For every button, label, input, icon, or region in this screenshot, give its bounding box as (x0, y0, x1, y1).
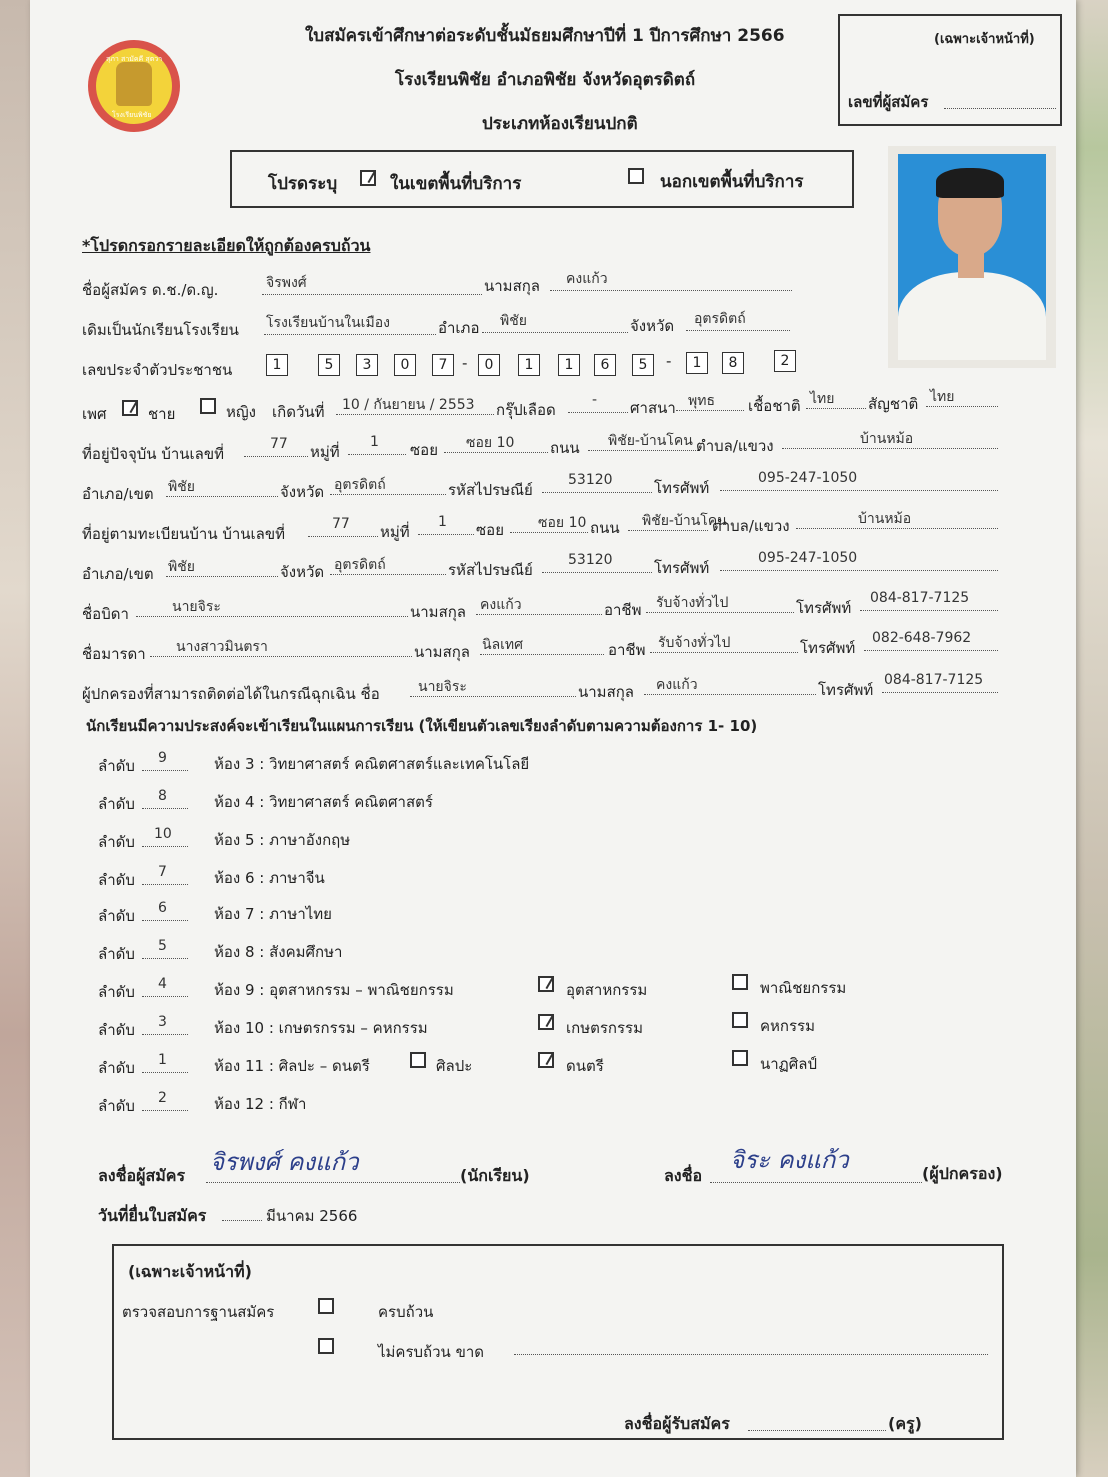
staff-use-box (112, 1244, 1004, 1440)
plan-room: ห้อง 4 : วิทยาศาสตร์ คณิตศาสตร์ (214, 793, 433, 811)
father-occupation-label: อาชีพ (604, 601, 642, 619)
religion-value: พุทธ (688, 393, 716, 409)
reg-house-value: 77 (332, 516, 350, 532)
district-value: พิชัย (500, 313, 527, 329)
reg-phone-line[interactable] (720, 570, 998, 571)
male-label: ชาย (148, 405, 176, 423)
reg-changwat-label: จังหวัด (280, 563, 325, 581)
province-value: อุตรดิตถ์ (694, 311, 746, 327)
cur-road-label: ถนน (550, 439, 580, 457)
mother-value: นางสาวมินตรา (176, 639, 268, 655)
plan-room: ห้อง 7 : ภาษาไทย (214, 905, 332, 923)
incomplete-reason-line[interactable] (514, 1354, 988, 1355)
school-logo (88, 40, 180, 132)
staff-check-label: ตรวจสอบการฐานสมัคร (122, 1303, 275, 1321)
nationality-label: สัญชาติ (868, 395, 919, 413)
guardian-sign-line[interactable] (710, 1182, 922, 1183)
home-economics-label: คหกรรม (760, 1017, 816, 1035)
province-label: จังหวัด (630, 317, 675, 335)
dob-label: เกิดวันที่ (272, 403, 325, 421)
office-box-title: (เฉพาะเจ้าหน้าที่) (934, 32, 1035, 47)
receiver-sign-line[interactable] (748, 1430, 886, 1431)
reg-postcode-line[interactable] (542, 572, 652, 573)
plan-rank-value: 9 (158, 750, 167, 766)
reg-phone-label: โทรศัพท์ (654, 559, 710, 577)
reg-moo-value: 1 (438, 514, 447, 530)
plan-rank-line[interactable] (142, 1110, 188, 1111)
reg-amphoe-value: พิชัย (168, 559, 195, 575)
prev-school-label: เดิมเป็นนักเรียนโรงเรียน (82, 321, 239, 339)
id-digit[interactable]: 1 (558, 354, 580, 376)
id-digit[interactable]: 1 (518, 354, 540, 376)
incomplete-checkbox[interactable] (318, 1338, 334, 1354)
applicant-sign-label: ลงชื่อผู้สมัคร (98, 1166, 186, 1185)
form-title: ใบสมัครเข้าศึกษาต่อระดับชั้นมัธยมศึกษาปีที่ 1 ปีการศึกษา 2566 (305, 26, 785, 46)
cur-addr-label: ที่อยู่ปัจจุบัน บ้านเลขที่ (82, 445, 224, 463)
plan-room: ห้อง 3 : วิทยาศาสตร์ คณิตศาสตร์และเทคโนโลยี (214, 755, 530, 773)
plan-rank-line[interactable] (142, 996, 188, 997)
mother-phone-label: โทรศัพท์ (800, 639, 856, 657)
cur-moo-value: 1 (370, 434, 379, 450)
id-digit[interactable]: 8 (722, 352, 744, 374)
staff-box-title: (เฉพาะเจ้าหน้าที่) (128, 1262, 252, 1281)
music-checkbox[interactable] (538, 1052, 554, 1068)
id-dash: - (666, 352, 672, 370)
area-prompt: โปรดระบุ (268, 174, 338, 194)
art-label: ศิลปะ (436, 1057, 473, 1075)
plan-rank-value: 6 (158, 900, 167, 916)
dance-checkbox[interactable] (732, 1050, 748, 1066)
father-phone-label: โทรศัพท์ (796, 599, 852, 617)
cur-soi-label: ซอย (410, 441, 438, 459)
art-checkbox[interactable] (410, 1052, 426, 1068)
reg-addr-label: ที่อยู่ตามทะเบียนบ้าน บ้านเลขที่ (82, 525, 285, 543)
plan-rank-label: ลำดับ (98, 1059, 135, 1077)
mother-occupation-label: อาชีพ (608, 641, 646, 659)
background-fabric (1076, 0, 1108, 1477)
reg-house-line[interactable] (308, 536, 378, 537)
mother-phone-line[interactable] (864, 650, 998, 651)
application-form-paper (30, 0, 1076, 1477)
mother-surname-value: นิลเทศ (482, 637, 524, 653)
mother-phone-value: 082-648-7962 (872, 630, 972, 646)
father-occupation-value: รับจ้างทั่วไป (656, 595, 729, 611)
service-area-box (230, 150, 854, 208)
reg-moo-label: หมู่ที่ (380, 523, 410, 541)
reg-postcode-value: 53120 (568, 552, 613, 568)
plan-rank-line[interactable] (142, 808, 188, 809)
blood-label: กรุ๊ปเลือด (496, 401, 556, 419)
id-digit[interactable]: 3 (356, 354, 378, 376)
plan-rank-label: ลำดับ (98, 983, 135, 1001)
applicant-role: (นักเรียน) (460, 1166, 530, 1185)
plan-rank-line[interactable] (142, 1034, 188, 1035)
cur-changwat-value: อุตรดิตถ์ (334, 477, 386, 493)
industry-label: อุตสาหกรรม (566, 981, 648, 999)
logo-text-bottom: โรงเรียนพิชัย (112, 111, 152, 119)
reg-soi-value: ซอย 10 (538, 515, 587, 531)
prev-school-value: โรงเรียนบ้านในเมือง (266, 315, 390, 331)
plan-room: ห้อง 8 : สังคมศึกษา (214, 943, 343, 961)
id-label: เลขประจำตัวประชาชน (82, 361, 233, 379)
reg-subdistrict-value: บ้านหม้อ (858, 511, 912, 527)
school-name: โรงเรียนพิชัย อำเภอพิชัย จังหวัดอุตรดิตถ์ (395, 70, 696, 90)
submit-date-value: มีนาคม 2566 (266, 1207, 358, 1225)
reg-postcode-label: รหัสไปรษณีย์ (448, 561, 533, 579)
plan-room: ห้อง 9 : อุตสาหกรรม – พาณิชยกรรม (214, 981, 454, 999)
cur-phone-value: 095-247-1050 (758, 470, 858, 486)
id-digit[interactable]: 7 (432, 354, 454, 376)
reg-road-value: พิชัย-บ้านโคน (642, 513, 727, 529)
logo-text-top: สุภา สามัคคี สุตวา (106, 55, 163, 63)
id-digit[interactable]: 5 (632, 354, 654, 376)
cur-amphoe-label: อำเภอ/เขต (82, 485, 154, 503)
reg-road-label: ถนน (590, 519, 620, 537)
blood-value: - (592, 392, 598, 408)
guardian-phone-value: 084-817-7125 (884, 672, 984, 688)
cur-postcode-value: 53120 (568, 472, 613, 488)
plan-room: ห้อง 5 : ภาษาอังกฤษ (214, 831, 351, 849)
plan-rank-value: 10 (154, 826, 172, 842)
guardian-value: นายจิระ (418, 679, 467, 695)
commerce-checkbox[interactable] (732, 974, 748, 990)
province-line[interactable] (686, 330, 790, 331)
cur-house-value: 77 (270, 436, 288, 452)
plan-rank-label: ลำดับ (98, 1097, 135, 1115)
plan-room: ห้อง 10 : เกษตรกรรม – คหกรรม (214, 1019, 428, 1037)
plan-rank-value: 4 (158, 976, 167, 992)
plan-rank-line[interactable] (142, 1072, 188, 1073)
out-area-label: นอกเขตพื้นที่บริการ (660, 172, 804, 192)
plan-room: ห้อง 6 : ภาษาจีน (214, 869, 325, 887)
instructions: *โปรดกรอกรายละเอียดให้ถูกต้องครบถ้วน (82, 236, 371, 255)
male-checkbox[interactable] (122, 400, 138, 416)
surname-line[interactable] (550, 290, 792, 291)
submit-date-label: วันที่ยื่นใบสมัคร (98, 1206, 207, 1225)
cur-phone-label: โทรศัพท์ (654, 479, 710, 497)
plan-rank-label: ลำดับ (98, 945, 135, 963)
female-label: หญิง (226, 403, 256, 421)
reg-phone-value: 095-247-1050 (758, 550, 858, 566)
in-area-checkbox[interactable] (360, 170, 376, 186)
surname-label: นามสกุล (484, 277, 540, 295)
id-digit[interactable]: 2 (774, 350, 796, 372)
mother-label: ชื่อมารดา (82, 645, 146, 663)
nationality-value: ไทย (930, 389, 955, 405)
father-surname-label: นามสกุล (410, 603, 466, 621)
name-line[interactable] (262, 294, 482, 295)
mother-occupation-value: รับจ้างทั่วไป (658, 635, 731, 651)
father-label: ชื่อบิดา (82, 605, 129, 623)
submit-date-line[interactable] (222, 1220, 262, 1221)
id-digit[interactable]: 6 (594, 354, 616, 376)
home-economics-checkbox[interactable] (732, 1012, 748, 1028)
industry-checkbox[interactable] (538, 976, 554, 992)
guardian-label: ผู้ปกครองที่สามารถติดต่อได้ในกรณีฉุกเฉิน ชื่อ (82, 685, 380, 703)
prev-school-line[interactable] (264, 334, 436, 335)
id-dash: - (462, 354, 468, 372)
receiver-role: (ครู) (888, 1414, 922, 1433)
sex-label: เพศ (82, 405, 107, 423)
plan-rank-label: ลำดับ (98, 907, 135, 925)
plan-rank-label: ลำดับ (98, 757, 135, 775)
complete-label: ครบถ้วน (378, 1303, 434, 1321)
applicant-no-label: เลขที่ผู้สมัคร (848, 93, 929, 111)
blood-line[interactable] (568, 412, 628, 413)
music-label: ดนตรี (566, 1057, 604, 1075)
guardian-surname-value: คงแก้ว (656, 677, 698, 693)
race-label: เชื้อชาติ (748, 397, 801, 415)
complete-checkbox[interactable] (318, 1298, 334, 1314)
reg-subdistrict-label: ตำบล/แขวง (712, 517, 790, 535)
receiver-sign-label: ลงชื่อผู้รับสมัคร (624, 1414, 730, 1433)
cur-road-value: พิชัย-บ้านโคน (608, 433, 693, 449)
dance-label: นาฏศิลป์ (760, 1055, 817, 1073)
plan-rank-value: 7 (158, 864, 167, 880)
plan-rank-line[interactable] (142, 884, 188, 885)
cur-moo-label: หมู่ที่ (310, 443, 340, 461)
plan-rank-line[interactable] (142, 846, 188, 847)
incomplete-label: ไม่ครบถ้วน ขาด (378, 1343, 484, 1361)
id-digit[interactable]: 5 (318, 354, 340, 376)
cur-amphoe-value: พิชัย (168, 479, 195, 495)
district-label: อำเภอ (438, 319, 480, 337)
id-digit[interactable]: 0 (478, 354, 500, 376)
guardian-signature: จิระ คงแก้ว (730, 1146, 849, 1174)
plan-rank-label: ลำดับ (98, 1021, 135, 1039)
plan-rank-value: 2 (158, 1090, 167, 1106)
background-fabric-left (0, 0, 30, 1477)
applicant-photo (888, 146, 1056, 368)
id-digit[interactable]: 1 (266, 354, 288, 376)
district-line[interactable] (482, 332, 628, 333)
surname-value: คงแก้ว (566, 271, 608, 287)
plan-room: ห้อง 11 : ศิลปะ – ดนตรี (214, 1057, 370, 1075)
plan-rank-line[interactable] (142, 958, 188, 959)
father-value: นายจิระ (172, 599, 221, 615)
plan-rank-value: 1 (158, 1052, 167, 1068)
plan-rank-value: 5 (158, 938, 167, 954)
dob-value: 10 / กันยายน / 2553 (342, 397, 475, 413)
agriculture-label: เกษตรกรรม (566, 1019, 643, 1037)
race-value: ไทย (810, 391, 835, 407)
reg-moo-line[interactable] (418, 534, 474, 535)
cur-changwat-label: จังหวัด (280, 483, 325, 501)
agriculture-checkbox[interactable] (538, 1014, 554, 1030)
cur-house-line[interactable] (244, 456, 308, 457)
mother-surname-label: นามสกุล (414, 643, 470, 661)
plan-rank-label: ลำดับ (98, 833, 135, 851)
guardian-surname-label: นามสกุล (578, 683, 634, 701)
cur-subdistrict-label: ตำบล/แขวง (696, 437, 774, 455)
applicant-no-line[interactable] (944, 108, 1056, 109)
commerce-label: พาณิชยกรรม (760, 979, 847, 997)
applicant-sign-line[interactable] (206, 1182, 460, 1183)
cur-soi-value: ซอย 10 (466, 435, 515, 451)
father-phone-value: 084-817-7125 (870, 590, 970, 606)
plans-heading: นักเรียนมีความประสงค์จะเข้าเรียนในแผนการเรียน (ให้เขียนตัวเลขเรียงลำดับตามความต้องการ 1- 10) (86, 717, 758, 735)
guardian-phone-line[interactable] (882, 692, 998, 693)
plan-rank-line[interactable] (142, 920, 188, 921)
reg-changwat-value: อุตรดิตถ์ (334, 557, 386, 573)
id-digit[interactable]: 0 (394, 354, 416, 376)
plan-rank-line[interactable] (142, 770, 188, 771)
plan-rank-value: 3 (158, 1014, 167, 1030)
name-value: จิรพงศ์ (266, 275, 307, 291)
guardian-role: (ผู้ปกครอง) (922, 1164, 1003, 1183)
name-label: ชื่อผู้สมัคร ด.ช./ด.ญ. (82, 281, 219, 299)
plan-room: ห้อง 12 : กีฬา (214, 1095, 307, 1113)
religion-label: ศาสนา (630, 399, 676, 417)
father-phone-line[interactable] (860, 610, 998, 611)
cur-postcode-line[interactable] (542, 492, 652, 493)
father-surname-value: คงแก้ว (480, 597, 522, 613)
plan-rank-label: ลำดับ (98, 871, 135, 889)
out-area-checkbox[interactable] (628, 168, 644, 184)
cur-subdistrict-value: บ้านหม้อ (860, 431, 914, 447)
reg-amphoe-label: อำเภอ/เขต (82, 565, 154, 583)
plan-rank-label: ลำดับ (98, 795, 135, 813)
office-use-box (838, 14, 1062, 126)
reg-soi-label: ซอย (476, 521, 504, 539)
id-digit[interactable]: 1 (686, 352, 708, 374)
applicant-signature: จิรพงศ์ คงแก้ว (210, 1148, 359, 1176)
in-area-label: ในเขตพื้นที่บริการ (390, 174, 522, 194)
guardian-sign-label: ลงชื่อ (664, 1166, 703, 1185)
guardian-phone-label: โทรศัพท์ (818, 681, 874, 699)
classroom-type: ประเภทห้องเรียนปกติ (482, 114, 638, 134)
female-checkbox[interactable] (200, 398, 216, 414)
cur-postcode-label: รหัสไปรษณีย์ (448, 481, 533, 499)
cur-moo-line[interactable] (348, 454, 406, 455)
cur-phone-line[interactable] (720, 490, 998, 491)
plan-rank-value: 8 (158, 788, 167, 804)
